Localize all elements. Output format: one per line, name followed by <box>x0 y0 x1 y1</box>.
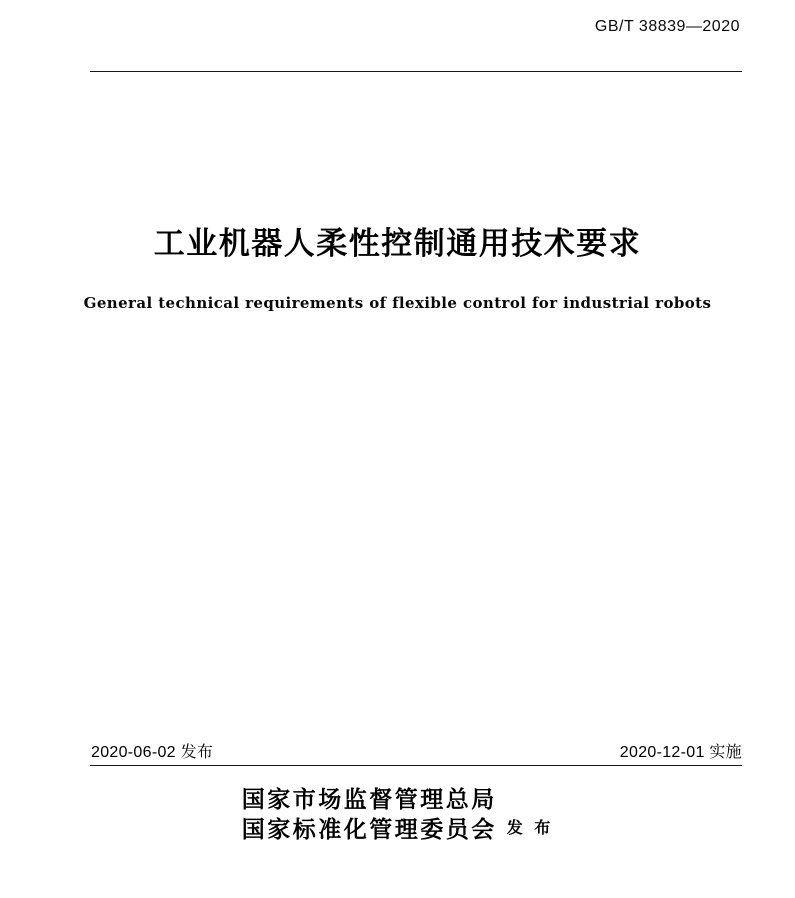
document-title-english: General technical requirements of flexible control for industrial robots <box>83 294 712 312</box>
publisher-block <box>0 785 795 845</box>
publisher-line-2: 国家标准化管理委员会 <box>241 817 497 843</box>
effective-date: 2020-12-01 实施 <box>619 744 742 761</box>
publisher-line-1: 国家市场监督管理总局 <box>241 787 497 813</box>
issue-date: 2020-06-02 发布 <box>91 744 214 761</box>
header-divider <box>90 71 742 72</box>
document-title-chinese: 工业机器人柔性控制通用技术要求 <box>153 226 642 262</box>
footer-divider <box>90 765 742 766</box>
publisher-verb: 发 布 <box>506 817 554 837</box>
standard-number: GB/T 38839—2020 <box>594 18 740 35</box>
publisher-names <box>242 785 497 845</box>
publisher-inner <box>242 785 554 845</box>
